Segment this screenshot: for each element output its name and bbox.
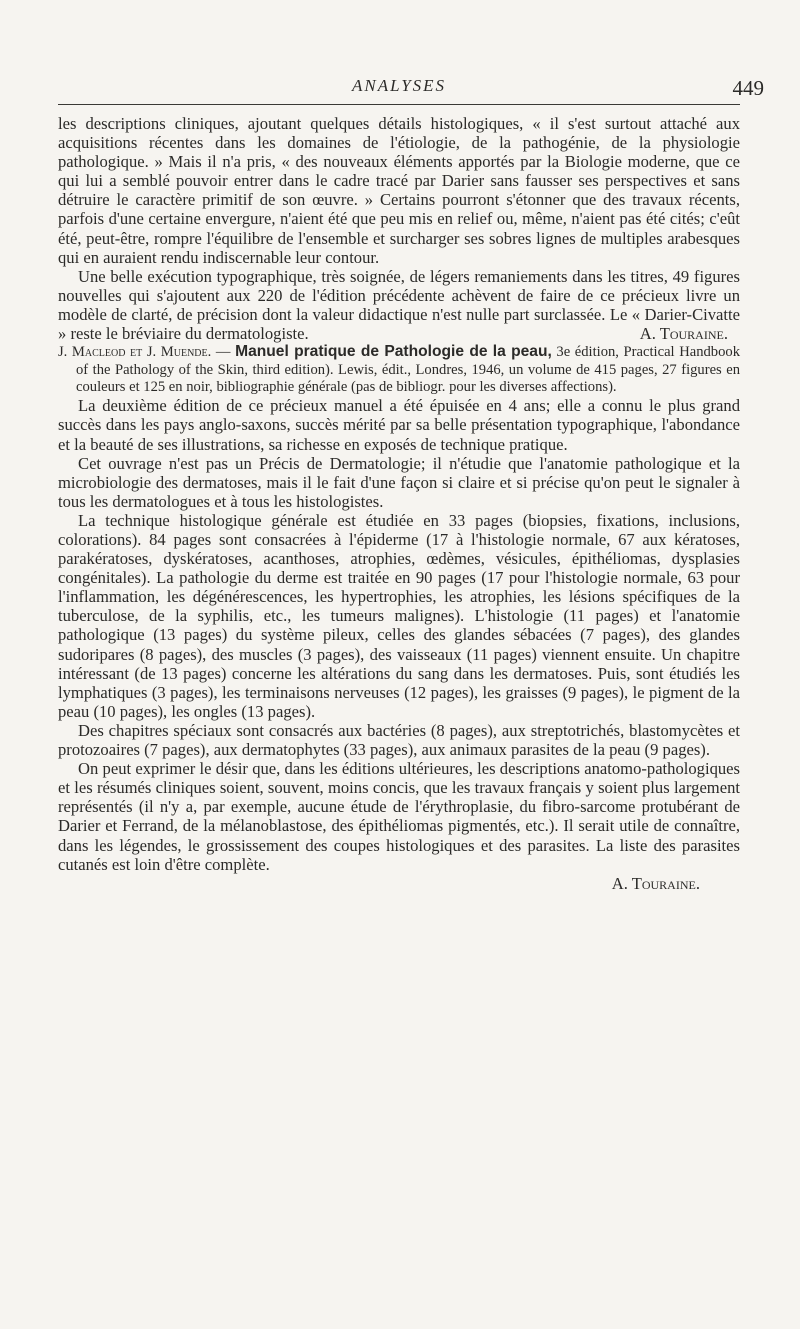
review1-paragraph-2 — [58, 267, 740, 343]
book-reference — [58, 343, 740, 396]
review2-paragraph-4: Des chapitres spéciaux sont consacrés aux bactéries (8 pages), aux streptotrichés, blastomycètes et protozoaires (7 pages), aux dermatophytes (33 pages), aux animaux parasites de la peau (9 pages). — [58, 720, 740, 760]
article-body — [58, 114, 740, 893]
review2-paragraph-2: Cet ouvrage n'est pas un Précis de Dermatologie; il n'étudie que l'anatomie pathologique et la microbiologie des dermatoses, mais il le fait d'une façon si claire et si précise qu'on peut le signaler à tous les dermatologues et à tous les histologistes. — [58, 453, 740, 511]
review1-paragraph-1: les descriptions cliniques, ajoutant quelques détails histologiques, « il s'est surtout attaché aux acquisitions récentes dans les domaines de l'étiologie, de la pathogénie, de la physiologie pathologique. » Mais il n'a pris, « des nouveaux éléments apportés par la Biologie moderne, que ce qui lui a semblé pouvoir entrer dans le cadre tracé par Darier sans fausser ses perspectives et sans détruire le caractère primitif de son œuvre. » Certains pourront s'étonner que des travaux récents, parfois d'une certaine envergure, n'aient été que peu mis en relief ou, même, n'aient pas été cités; c'eût été, peut-être, rompre l'équilibre de l'ensemble et surcharger ses sobres lignes de multiples arabesques qui en auraient rendu indiscernable leur contour. — [58, 114, 740, 267]
book-authors: J. Macleod et J. Muende. — — [58, 344, 231, 361]
page-header — [58, 74, 764, 102]
header-rule — [58, 104, 740, 105]
book-details: 3e édition, Practical Handbook of the Pathology of the Skin, third edition). Lewis, édit., Londres, 1946, un volume de 415 pages, 27 figures en couleurs et 125 en noir, bibliographie générale (pas de bibliogr. pour les diverses affections). — [76, 344, 740, 395]
review2-paragraph-1: La deuxième édition de ce précieux manuel a été épuisée en 4 ans; elle a connu le plus grand succès dans les pays anglo-saxons, succès mérité par sa belle présentation typographique, l'abondance et la beauté de ses illustrations, sa richesse en exposés de technique pratique. — [58, 396, 740, 454]
review1-signature: A. Touraine. — [639, 324, 728, 344]
review2-paragraph-3: La technique histologique générale est étudiée en 33 pages (biopsies, fixations, inclusions, colorations). 84 pages sont consacrées à l'épiderme (17 à l'histologie normale, 67 aux kératoses, parakératoses, dyskératoses, acanthoses, atrophies, œdèmes, vésicules, épithéliomas, dysplasies congénitales). La pathologie du derme est traitée en 90 pages (17 pour l'histologie normale, 63 pour l'inflammation, les dégénérescences, les hypertrophies, les atrophies, les lésions spécifiques de la tuberculose, de la syphilis, etc., les tumeurs malignes). L'histologie (11 pages) et l'anatomie pathologique (13 pages) du système pileux, celles des glandes sébacées (7 pages), des glandes sudoripares (8 pages), des muscles (3 pages), des vaisseaux (11 pages) viennent ensuite. Un chapitre intéressant (de 13 pages) concerne les altérations du sang dans les dermatoses. Puis, sont étudiés les lymphatiques (3 pages), les terminaisons nerveuses (12 pages), les graisses (9 pages), le pigment de la peau (10 pages), les ongles (13 pages). — [58, 510, 740, 721]
running-head: ANALYSES — [351, 76, 447, 95]
book-title: Manuel pratique de Pathologie de la peau, — [235, 343, 552, 361]
review1-paragraph-2-text: Une belle exécution typographique, très soignée, de légers remaniements dans les titres, 49 figures nouvelles qui s'ajoutent aux 220 de l'édition précédente achèvent de faire de ce précieux livre un modèle de clarté, de précision dont la valeur didactique n'est nulle part surclassée. Le « Darier-Civatte » reste le bréviaire du dermatologiste. — [58, 266, 740, 344]
review2-paragraph-5: On peut exprimer le désir que, dans les éditions ultérieures, les descriptions anatomo-pathologiques et les résumés cliniques soient, souvent, moins concis, que les travaux français y soient plus largement représentés (il n'y a, par exemple, aucune étude de l'érythroplasie, du fibro-sarcome protubérant de Darier et Ferrand, de la mélanoblastose, des épithéliomas pigmentés, etc.). Il serait utile de connaître, dans les légendes, le grossissement des coupes histologiques et des parasites. La liste des parasites cutanés est loin d'être complète. — [58, 759, 740, 874]
review2-signature: A. Touraine. — [611, 873, 700, 893]
page-number: 449 — [732, 76, 764, 100]
